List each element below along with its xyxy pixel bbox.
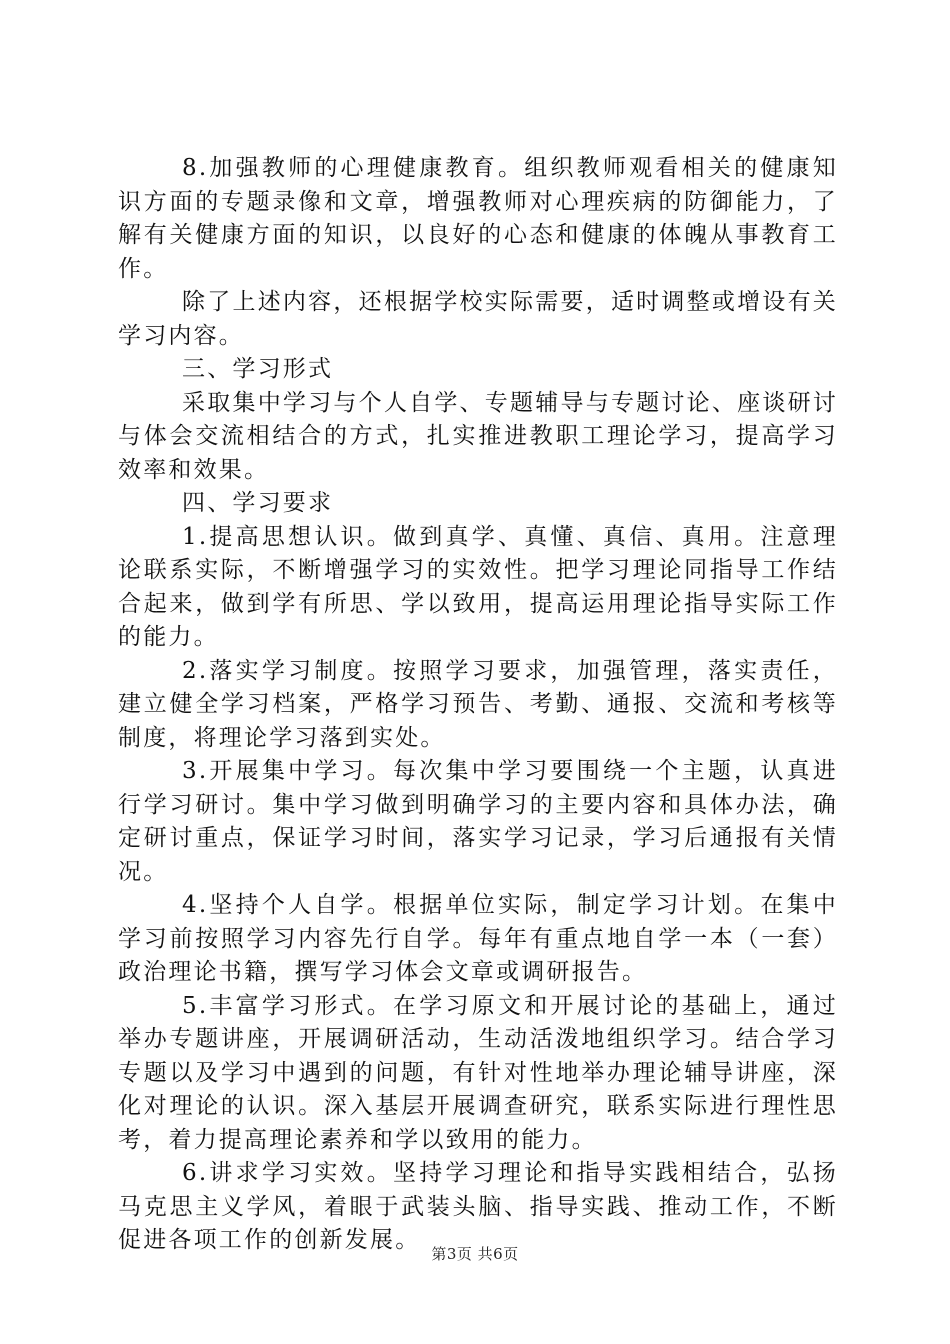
page-number-footer: 第3页 共6页 (431, 1245, 519, 1263)
paragraph-study-format: 采取集中学习与个人自学、专题辅导与专题讨论、座谈研讨与体会交流相结合的方式，扎实推进教职工理论学习，提高学习效率和效果。 (118, 389, 838, 483)
paragraph-requirement-5: 5.丰富学习形式。在学习原文和开展讨论的基础上，通过举办专题讲座，开展调研活动，生动活泼地组织学习。结合学习专题以及学习中遇到的问题，有针对性地举办理论辅导讲座，深化对理论的认识。深入基层开展调查研究，联系实际进行理性思考，着力提高理论素养和学以致用的能力。 (118, 992, 838, 1153)
paragraph-requirement-4: 4.坚持个人自学。根据单位实际，制定学习计划。在集中学习前按照学习内容先行自学。每年有重点地自学一本（一套）政治理论书籍，撰写学习体会文章或调研报告。 (118, 892, 838, 985)
paragraph-requirement-2: 2.落实学习制度。按照学习要求，加强管理，落实责任，建立健全学习档案，严格学习预告、考勤、通报、交流和考核等制度，将理论学习落到实处。 (118, 657, 838, 751)
document-body (118, 152, 838, 1258)
paragraph-item-8-teacher-mental-health: 8.加强教师的心理健康教育。组织教师观看相关的健康知识方面的专题录像和文章，增强教师对心理疾病的防御能力，了解有关健康方面的知识，以良好的心态和健康的体魄从事教育工作。 (118, 155, 838, 282)
section-heading-study-format: 三、学习形式 (182, 356, 334, 382)
section-heading-study-requirements: 四、学习要求 (182, 490, 334, 516)
paragraph-additional-content: 除了上述内容，还根据学校实际需要，适时调整或增设有关学习内容。 (118, 289, 838, 349)
paragraph-requirement-6: 6.讲求学习实效。坚持学习理论和指导实践相结合，弘扬马克思主义学风，着眼于武装头脑、指导实践、推动工作，不断促进各项工作的创新发展。 (118, 1160, 838, 1253)
paragraph-requirement-1: 1.提高思想认识。做到真学、真懂、真信、真用。注意理论联系实际，不断增强学习的实效性。把学习理论同指导工作结合起来，做到学有所思、学以致用，提高运用理论指导实际工作的能力。 (118, 523, 838, 650)
paragraph-requirement-3: 3.开展集中学习。每次集中学习要围绕一个主题，认真进行学习研讨。集中学习做到明确学习的主要内容和具体办法，确定研讨重点，保证学习时间，落实学习记录，学习后通报有关情况。 (118, 758, 838, 885)
